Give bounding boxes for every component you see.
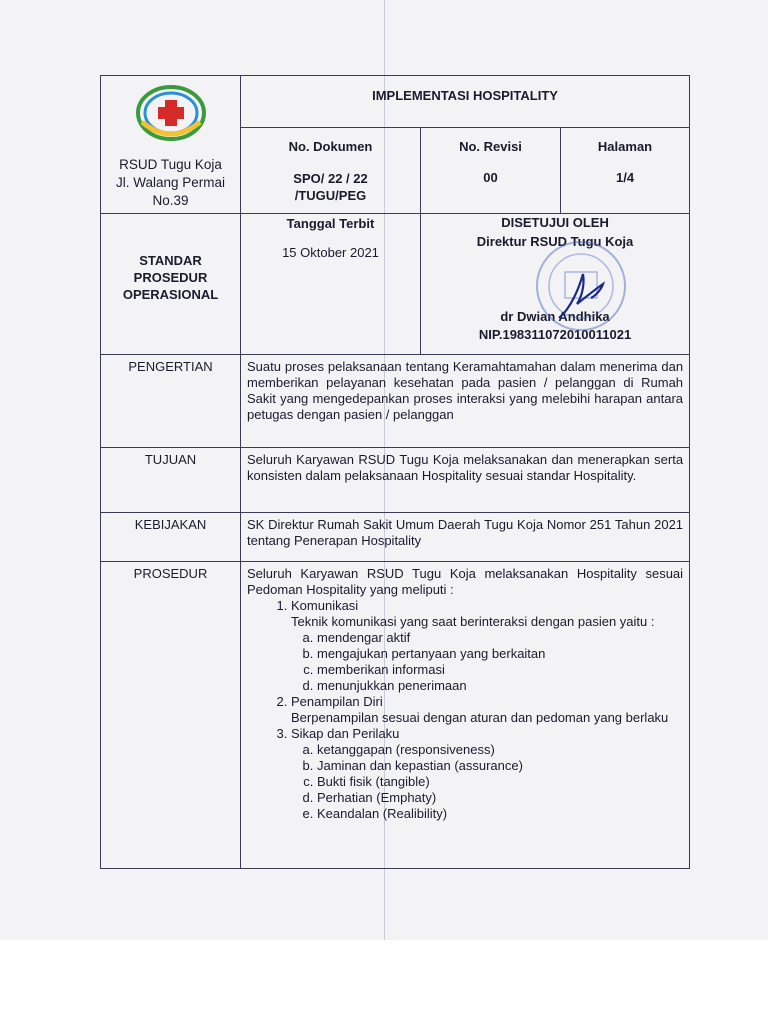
approver-nip: NIP.198311072010011021	[478, 327, 632, 342]
tujuan-label: TUJUAN	[101, 448, 241, 513]
sub-item: a. mendengar aktif	[317, 630, 683, 646]
hospital-name: RSUD Tugu Koja	[119, 157, 222, 172]
step-title: 2. Penampilan Diri	[291, 694, 383, 709]
step-description: Berpenampilan sesuai dengan aturan dan pedoman yang berlaku	[291, 710, 669, 725]
issue-date-label: Tanggal Terbit	[286, 216, 375, 231]
official-stamp-icon	[521, 238, 651, 338]
address-line: No.39	[152, 193, 189, 208]
prosedur-intro: Seluruh Karyawan RSUD Tugu Koja melaksanakan Hospitality sesuai Pedoman Hospitality yang meliputi :	[247, 566, 684, 597]
approved-by-label: DISETUJUI OLEH	[501, 215, 609, 230]
kebijakan-label: KEBIJAKAN	[101, 513, 241, 562]
sub-item: a. ketanggapan (responsiveness)	[317, 742, 683, 758]
step-title: 3. Sikap dan Perilaku	[291, 726, 400, 741]
step-item	[291, 726, 683, 822]
doc-number-label: No. Dokumen	[288, 138, 373, 154]
tujuan-text: Seluruh Karyawan RSUD Tugu Koja melaksanakan dan menerapkan serta konsisten dalam pelaksanaan Hospitality sesuai standar Hospitality.	[241, 448, 690, 513]
hospital-identity-cell	[101, 76, 241, 214]
doc-number-line: /TUGU/PEG	[294, 187, 367, 203]
blank-scan-area	[0, 940, 768, 1024]
prosedur-cell	[241, 562, 690, 869]
document-number-cell	[241, 127, 421, 213]
sub-item: d. Perhatian (Emphaty)	[317, 790, 683, 806]
prosedur-label: PROSEDUR	[101, 562, 241, 869]
page-value: 1/4	[615, 169, 635, 185]
sub-item: b. mengajukan pertanyaan yang berkaitan	[317, 646, 683, 662]
kebijakan-text: SK Direktur Rumah Sakit Umum Daerah Tugu Koja Nomor 251 Tahun 2021 tentang Penerapan Hospitality	[241, 513, 690, 562]
page-label: Halaman	[597, 138, 653, 154]
prosedur-steps	[247, 598, 683, 822]
approver-name: dr Dwian Andhika	[500, 309, 610, 324]
hospital-address	[101, 156, 240, 210]
standard-label: OPERASIONAL	[122, 287, 219, 302]
sub-item: c. Bukti fisik (tangible)	[317, 774, 683, 790]
pengertian-label: PENGERTIAN	[101, 355, 241, 448]
revision-cell	[421, 127, 561, 213]
document-title: IMPLEMENTASI HOSPITALITY	[241, 76, 690, 128]
doc-number-value	[241, 170, 420, 204]
sub-item: c. memberikan informasi	[317, 662, 683, 678]
revision-label: No. Revisi	[459, 138, 522, 154]
approval-cell	[421, 214, 690, 355]
issue-date-value: 15 Oktober 2021	[282, 245, 379, 260]
step-sublist	[291, 742, 683, 822]
sop-standard-cell	[101, 214, 241, 355]
issue-date-cell	[241, 214, 421, 355]
standard-label: STANDAR	[139, 253, 202, 268]
step-sublist	[291, 630, 683, 694]
step-title: 1. Komunikasi	[291, 598, 359, 613]
sub-item: d. menunjukkan penerimaan	[317, 678, 683, 694]
step-item	[291, 694, 683, 726]
revision-value: 00	[483, 169, 498, 185]
step-description: Teknik komunikasi yang saat berinteraksi dengan pasien yaitu :	[291, 614, 655, 629]
hospital-logo-icon	[134, 82, 208, 144]
standard-label: PROSEDUR	[133, 270, 208, 285]
sub-item: b. Jaminan dan kepastian (assurance)	[317, 758, 683, 774]
approver-title: Direktur RSUD Tugu Koja	[476, 234, 634, 249]
page-cell	[561, 127, 690, 213]
sop-document-table	[100, 75, 690, 869]
step-item	[291, 598, 683, 694]
pengertian-text: Suatu proses pelaksanaan tentang Keramahtamahan dalam menerima dan memberikan pelayanan kesehatan pada pasien / pelanggan di Rumah Sakit yang mengedepankan proses interaksi yang melebihi harapan antara petugas dengan pasien / pelanggan	[241, 355, 690, 448]
address-line: Jl. Walang Permai	[115, 175, 226, 190]
doc-number-line: SPO/ 22 / 22	[293, 170, 368, 186]
sub-item: e. Keandalan (Realibility)	[317, 806, 683, 822]
